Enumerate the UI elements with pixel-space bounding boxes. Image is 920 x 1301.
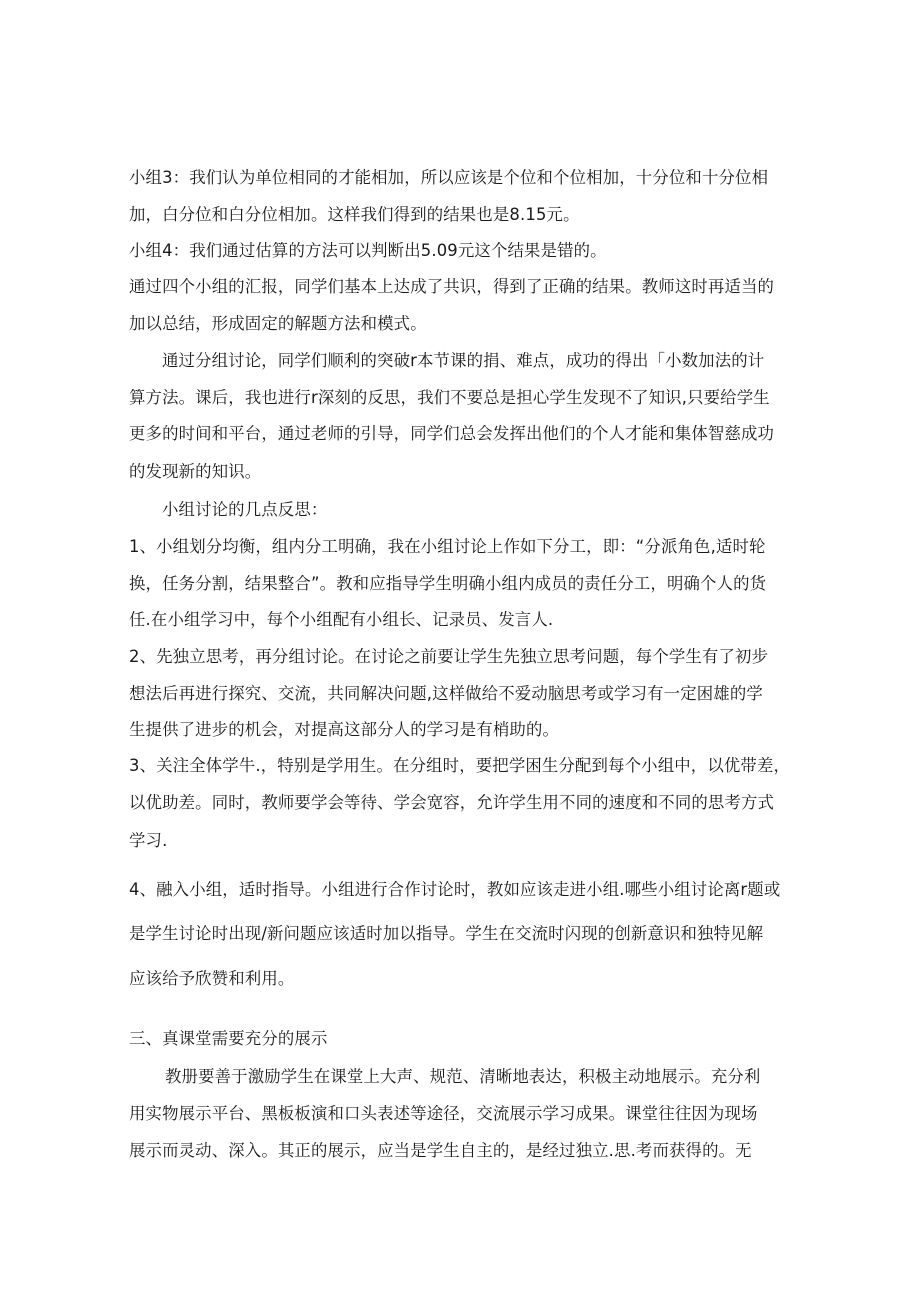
text-line: 通过四个小组的汇报，同学们基本上达成了共识，得到了正确的结果。教师这时再适当的 bbox=[129, 277, 775, 296]
text-line: 通过分组讨论，同学们顺利的突破r本节课的捐、难点，成功的得出「小数加法的计 bbox=[162, 351, 765, 370]
text-line: 3、关注全体学牛.，特别是学用生。在分组时，要把学困生分配到每个小组中，以优带差， bbox=[129, 756, 791, 775]
text-line: 用实物展示平台、黑板板演和口头表述等途径，交流展示学习成果。课堂往往因为现场 bbox=[129, 1104, 758, 1123]
text-line: 任.在小组学习中，每个小组配有小组长、记录员、发言人. bbox=[129, 610, 554, 629]
text-line: 换，任务分割，结果整合”。教和应指导学生明确小组内成员的责任分工，明确个人的货 bbox=[129, 574, 767, 593]
text-line: 4、融入小组，适时指导。小组进行合作讨论时，教如应该走进小组.哪些小组讨论离r题或 bbox=[129, 880, 781, 899]
text-line: 小组3：我们认为单位相同的才能相加，所以应该是个位和个位相加，十分位和十分位相 bbox=[129, 168, 769, 187]
text-line: 学习. bbox=[129, 831, 168, 850]
text-line: 是学生讨论时出现/新问题应该适时加以指导。学生在交流时闪现的创新意识和独特见解 bbox=[129, 924, 764, 943]
text-line: 加，白分位和白分位相加。这样我们得到的结果也是8.15元。 bbox=[129, 205, 580, 224]
text-line: 应该给予欣赞和利用。 bbox=[129, 969, 295, 988]
text-line: 更多的时间和平台，通过老师的引导，同学们总会发挥出他们的个人才能和集体智慈成功 bbox=[129, 424, 775, 443]
text-line: 展示而灵动、深入。其正的展示，应当是学生自主的，是经过独立.思.考而获得的。无 bbox=[129, 1141, 752, 1160]
text-line: 教册要善于激励学生在课堂上大声、规范、清晰地表达，积极主动地展示。充分利 bbox=[165, 1067, 761, 1086]
text-line: 生提供了进步的机会，对提高这部分人的学习是有梢助的。 bbox=[129, 720, 560, 739]
text-line: 1、小组划分均衡，组内分工明确，我在小组讨论上作如下分工，即：“分派角色,适时轮 bbox=[129, 537, 766, 556]
text-line: 2、先独立思考，再分组讨论。在讨论之前要让学生先独立思考问题，每个学生有了初步 bbox=[129, 647, 769, 666]
text-line: 想法后再进行探究、交流，共同解决问题,这样做给不爱动脑思考或学习有一定困雄的学 bbox=[129, 684, 763, 703]
section-heading: 三、真课堂需要充分的展示 bbox=[129, 1029, 328, 1048]
text-line: 小组讨论的几点反思： bbox=[162, 500, 328, 519]
text-line: 的发现新的知识。 bbox=[129, 462, 262, 481]
text-line: 算方法。课后，我也进行r深刻的反思，我们不要总是担心学生发现不了知识,只要给学生 bbox=[129, 388, 770, 407]
text-line: 加以总结，形成固定的解题方法和模式。 bbox=[129, 314, 427, 333]
text-line: 小组4：我们通过估算的方法可以判断出5.09元这个结果是错的。 bbox=[129, 241, 607, 260]
text-line: 以优助差。同时，教师要学会等待、学会宽容，允许学生用不同的速度和不同的思考方式 bbox=[129, 793, 775, 812]
